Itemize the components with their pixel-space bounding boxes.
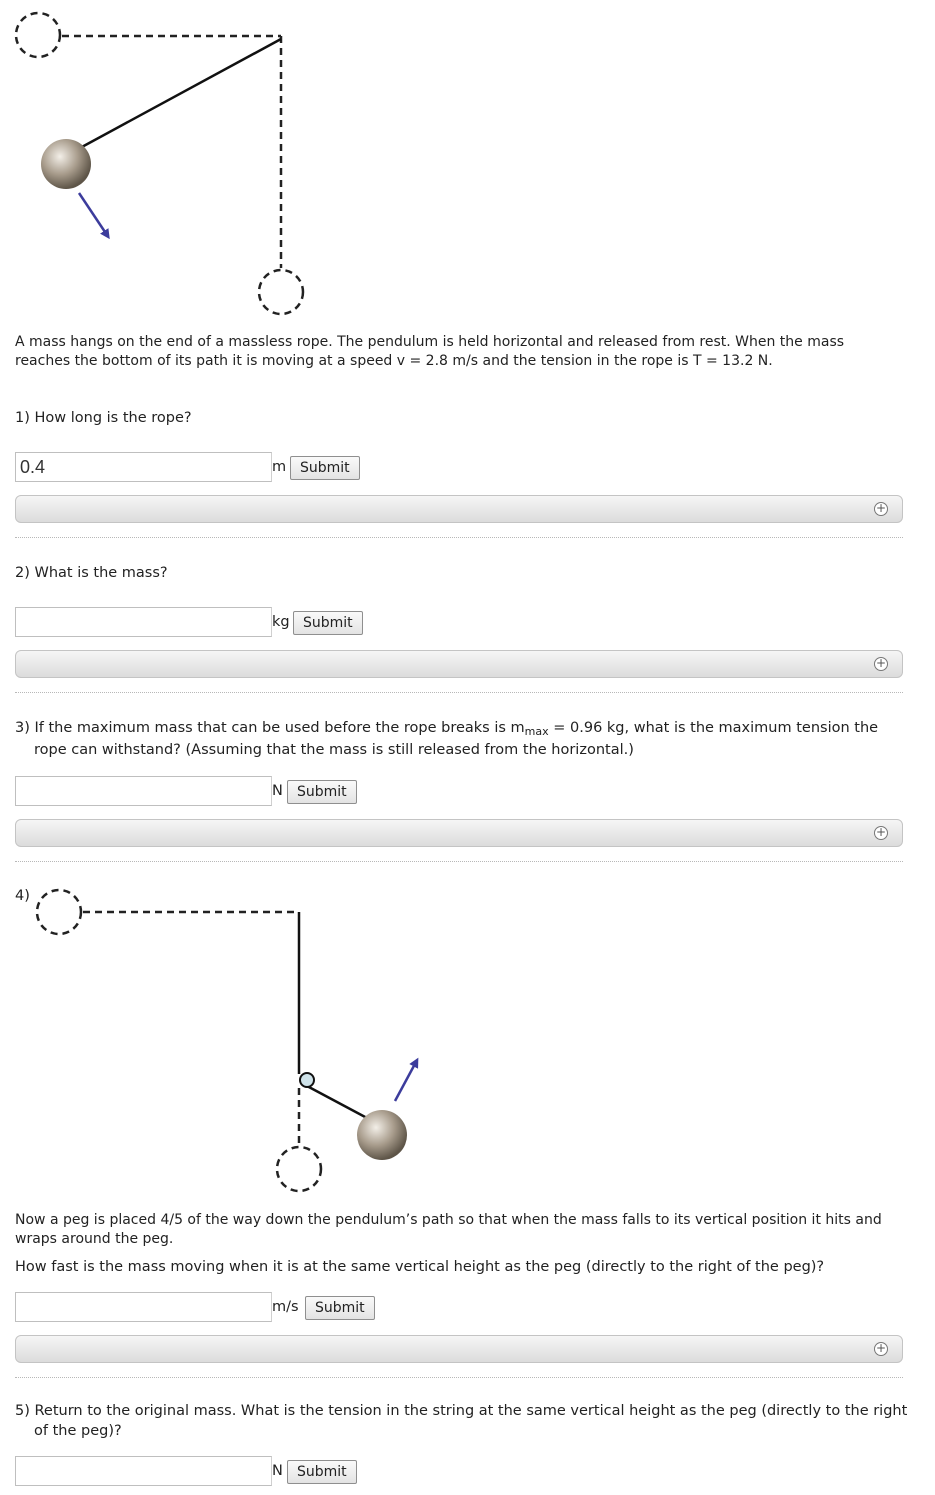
- question-4-description: Now a peg is placed 4/5 of the way down the pendulum’s path so that when the mass falls to its vertical position it hits and wraps around the peg.: [15, 1212, 882, 1247]
- divider: [15, 1377, 903, 1378]
- plus-circle-icon[interactable]: +: [875, 656, 887, 670]
- plus-circle-icon[interactable]: +: [875, 825, 887, 839]
- question-3-subscript: max: [524, 725, 549, 738]
- start-position-circle: [37, 890, 81, 934]
- question-4-feedback-bar[interactable]: [15, 1335, 903, 1363]
- velocity-arrow: [395, 1062, 416, 1101]
- question-3-submit-button[interactable]: Submit: [287, 780, 357, 804]
- question-1-answer-input[interactable]: [15, 452, 272, 482]
- pendulum-mass: [357, 1110, 407, 1160]
- question-1-text: 1) How long is the rope?: [15, 410, 192, 426]
- start-position-circle: [16, 13, 60, 57]
- question-3-text-start: 3) If the maximum mass that can be used before the rope breaks is m: [15, 720, 525, 736]
- pendulum-mass: [41, 139, 91, 189]
- wrapped-rope-line: [307, 1086, 367, 1118]
- problem-intro: A mass hangs on the end of a massless rope. The pendulum is held horizontal and released from rest. When the mass reaches the bottom of its path it is moving at a speed v = 2.8 m/s and the tension in the rope is T = 13.2 N.: [15, 334, 845, 369]
- question-4-number: 4): [15, 888, 30, 904]
- bottom-position-circle: [277, 1147, 321, 1191]
- question-5-unit: N: [272, 1463, 283, 1479]
- question-1-unit: m: [272, 459, 287, 475]
- question-3-unit: N: [272, 783, 283, 799]
- question-2-unit: kg: [272, 614, 290, 630]
- question-5-submit-button[interactable]: Submit: [287, 1460, 357, 1484]
- question-3-feedback-bar[interactable]: [15, 819, 903, 847]
- rope-line: [80, 39, 281, 148]
- divider: [15, 861, 903, 862]
- question-1-feedback-bar[interactable]: [15, 495, 903, 523]
- divider: [15, 692, 903, 693]
- question-5-text: 5) Return to the original mass. What is the tension in the string at the same vertical height as the peg (directly to the right of the peg)?: [15, 1403, 908, 1439]
- plus-circle-icon[interactable]: +: [875, 501, 887, 515]
- question-1-submit-button[interactable]: Submit: [290, 456, 360, 480]
- question-4-text: How fast is the mass moving when it is at the same vertical height as the peg (directly to the right of the peg)?: [15, 1259, 825, 1275]
- question-2-submit-button[interactable]: Submit: [293, 611, 363, 635]
- question-5-answer-input[interactable]: [15, 1456, 272, 1486]
- question-3-text-end: = 0.96 kg, what is the maximum tension the rope can withstand? (Assuming that the mass is still released from the horizontal.): [34, 720, 879, 758]
- peg: [300, 1073, 314, 1087]
- velocity-arrow: [79, 193, 107, 235]
- question-4-submit-button[interactable]: Submit: [305, 1296, 375, 1320]
- question-3-answer-input[interactable]: [15, 776, 272, 806]
- bottom-position-circle: [259, 270, 303, 314]
- pendulum-figure-2: [0, 870, 440, 1210]
- question-2-text: 2) What is the mass?: [15, 565, 168, 581]
- plus-circle-icon[interactable]: +: [875, 1341, 887, 1355]
- pendulum-figure-1: [0, 0, 320, 330]
- question-4-unit: m/s: [272, 1299, 299, 1315]
- question-4-answer-input[interactable]: [15, 1292, 272, 1322]
- question-3-text: [15, 717, 909, 761]
- divider: [15, 537, 903, 538]
- question-2-feedback-bar[interactable]: [15, 650, 903, 678]
- question-2-answer-input[interactable]: [15, 607, 272, 637]
